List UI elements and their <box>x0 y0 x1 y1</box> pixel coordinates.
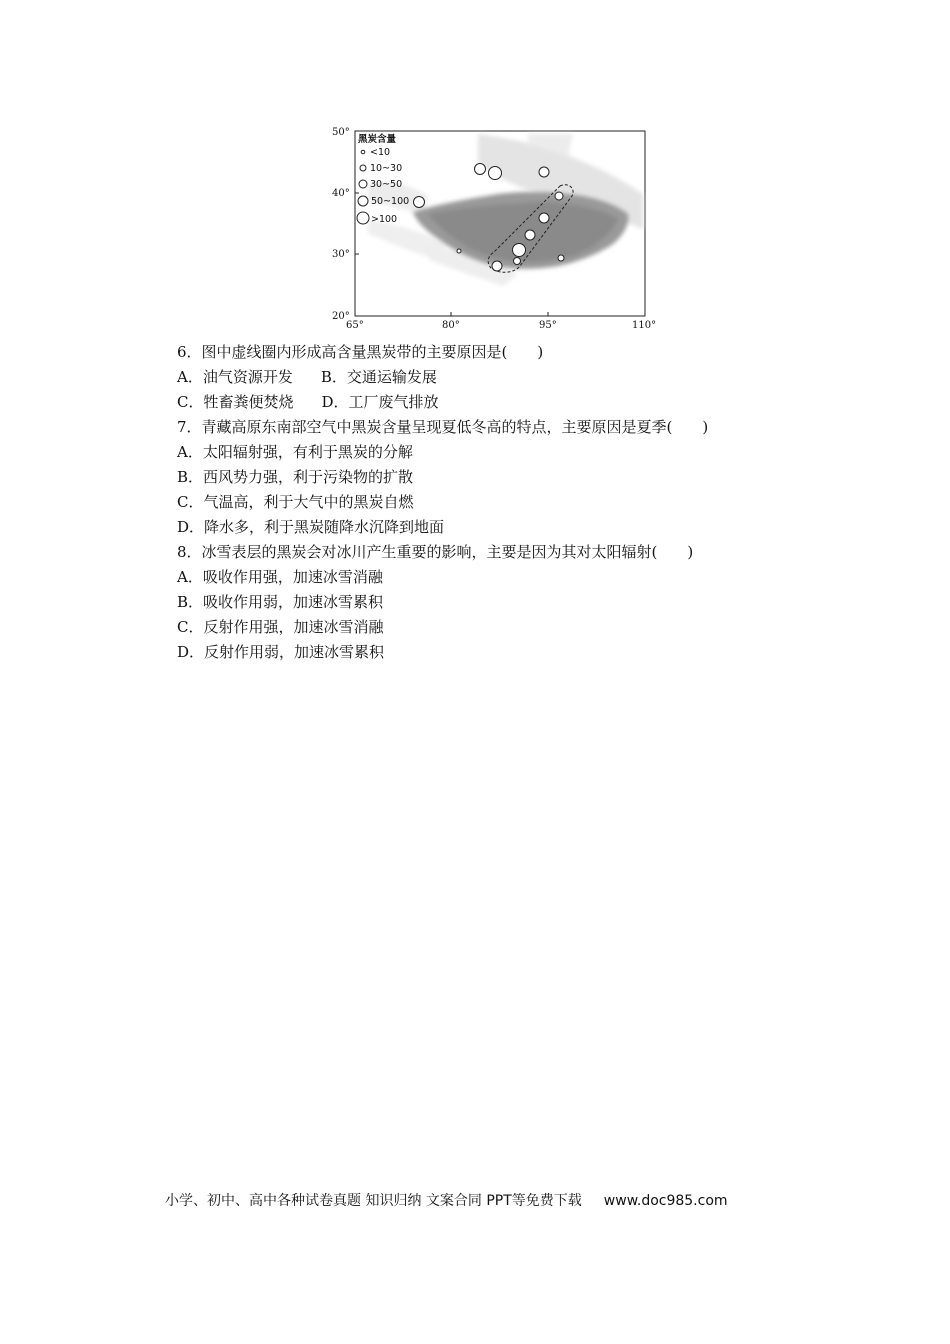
option: B．吸收作用弱，加速冰雪累积 <box>177 593 384 611</box>
option: A．吸收作用强，加速冰雪消融 <box>177 568 383 586</box>
option: C．反射作用强，加速冰雪消融 <box>177 618 384 636</box>
option: D．反射作用弱，加速冰雪累积 <box>177 643 385 661</box>
option: D．降水多，利于黑炭随降水沉降到地面 <box>177 518 445 536</box>
option: A．太阳辐射强，有利于黑炭的分解 <box>177 443 413 461</box>
y-tick-label: 40° <box>332 188 350 199</box>
map-svg <box>328 124 658 332</box>
question-list <box>177 340 817 665</box>
question-8-stem: 8．冰雪表层的黑炭会对冰川产生重要的影响，主要是因为其对太阳辐射( ) <box>177 543 694 561</box>
footer-url[interactable]: www.doc985.com <box>603 1193 728 1209</box>
x-tick-label: 95° <box>539 320 557 331</box>
option: B．西风势力强，利于污染物的扩散 <box>177 468 414 486</box>
legend-item: <10 <box>370 147 391 158</box>
footer-text: 小学、初中、高中各种试卷真题 知识归纳 文案合同 PPT等免费下载 <box>165 1193 582 1209</box>
option-row <box>177 390 817 415</box>
legend-item: 50~100 <box>371 196 410 207</box>
x-tick-label: 65° <box>346 320 364 331</box>
y-tick-label: 50° <box>332 127 350 138</box>
option: A．油气资源开发 <box>177 368 293 386</box>
y-tick-label: 30° <box>332 249 350 260</box>
legend-item: 10~30 <box>370 163 403 174</box>
option-row <box>177 365 817 390</box>
question-6-stem: 6．图中虚线圈内形成高含量黑炭带的主要原因是( ) <box>177 343 544 361</box>
black-carbon-map <box>328 124 658 332</box>
option: C．气温高，利于大气中的黑炭自燃 <box>177 493 414 511</box>
y-tick-label: 20° <box>332 311 350 322</box>
option: C．牲畜粪便焚烧 <box>177 393 294 411</box>
legend-item: 30~50 <box>370 179 403 190</box>
legend-item: >100 <box>371 214 398 225</box>
x-tick-label: 80° <box>442 320 460 331</box>
legend-title: 黑炭含量 <box>358 134 397 145</box>
option: D．工厂废气排放 <box>321 393 439 411</box>
option: B．交通运输发展 <box>320 368 437 386</box>
x-tick-label: 110° <box>632 320 657 331</box>
page-footer <box>165 1190 728 1210</box>
question-7-stem: 7．青藏高原东南部空气中黑炭含量呈现夏低冬高的特点，主要原因是夏季( ) <box>177 418 709 436</box>
